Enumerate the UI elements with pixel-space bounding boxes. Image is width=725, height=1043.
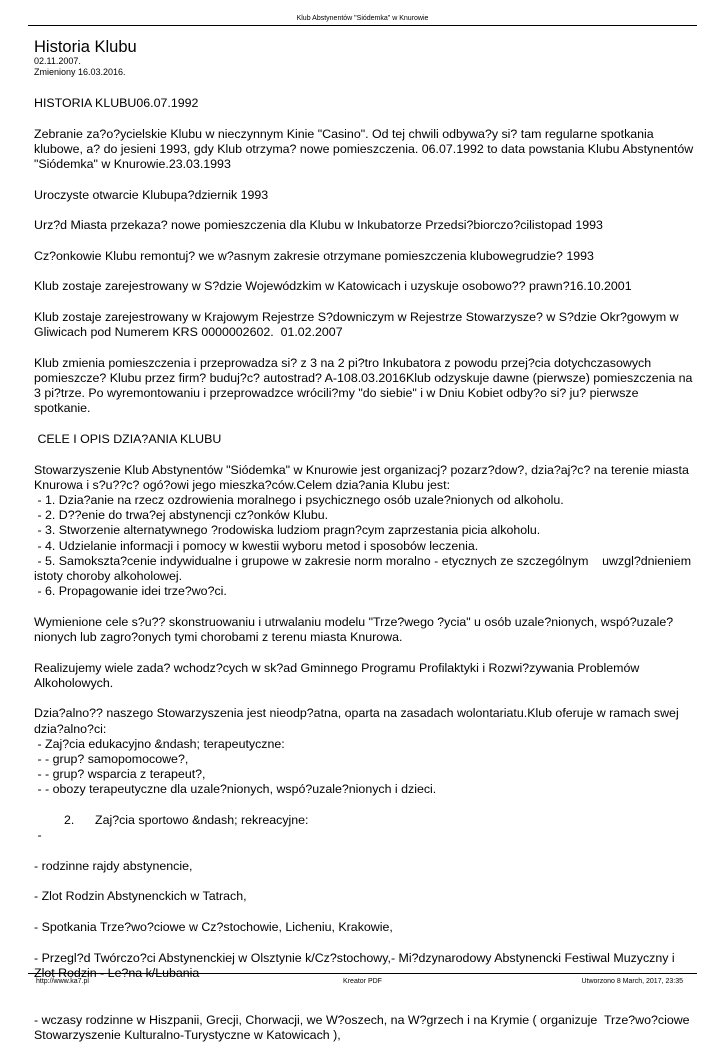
goal-item: - 1. Dzia?anie na rzecz ozdrowienia moralnego i psychicznego osób uzale?nionych od alkoholu. <box>34 492 564 507</box>
history-paragraph: Uroczyste otwarcie Klubupa?dziernik 1993 <box>34 187 269 202</box>
history-paragraph: Klub zmienia pomieszczenia i przeprowadza si? z 3 na 2 pi?tro Inkubatora z powodu przej?cia dotychczasowych pomieszcze? Klubu przez firm? buduj?c? autostrad? A-108.03.2016Klub odzyskuje dawne (pierwsze) pomieszczenia na 3 pi?trze. Po wyremontowaniu i przeprowadzce wrócili?my "do siebie" i w Dniu Kobiet odby?o si? ju? pierwsze spotkanie. <box>34 355 696 416</box>
goals-intro: Stowarzyszenie Klub Abstynentów "Siódemka" w Knurowie jest organizacj? pozarz?dow?, dzia?aj?c? na terenie miasta Knurowa i s?u??c? ogó?owi jego mieszka?ców.Celem dzia?ania Klubu jest: <box>34 462 693 492</box>
activity-item: - wczasy rodzinne w Hiszpanii, Grecji, Chorwacji, we W?oszech, na W?grzech i na Krymie ( organizuje Trze?wo?ciowe Stowarzyszenie Kulturalno-Turystyczne w Katowicach ), <box>34 1012 694 1043</box>
document-body <box>34 96 697 1043</box>
activity-item: - rodzinne rajdy abstynencie, <box>34 858 193 873</box>
page-title: Historia Klubu <box>34 38 137 56</box>
document-dates <box>34 56 126 78</box>
footer-created: Utworzono 8 March, 2017, 23:35 <box>581 978 683 985</box>
history-paragraph: Zebranie za?o?ycielskie Klubu w nieczynnym Kinie "Casino". Od tej chwili odbywa?y si? tam regularne spotkania klubowe, a? do jesieni 1993, gdy Klub otrzyma? nowe pomieszczenia. 06.07.1992 to data powstania Klubu Abstynentów "Siódemka" w Knurowie.23.03.1993 <box>34 126 697 171</box>
offers-section <box>34 706 694 797</box>
dash-line: - <box>34 828 42 843</box>
item-text: Zaj?cia sportowo &ndash; rekreacyjne: <box>95 812 309 827</box>
activity-item: - Przegl?d Twórczo?ci Abstynenckiej w Olsztynie k/Cz?stochowy,- Mi?dzynarodowy Abstynencki Festiwal Muzyczny i Zlot Rodzin - Le?na k/Lubania <box>34 950 679 980</box>
goal-item: - 4. Udzielanie informacji i pomocy w kwestii wyboru metod i sposobów leczenia. <box>34 538 479 553</box>
sports-section <box>34 813 694 843</box>
history-paragraph: Urz?d Miasta przekaza? nowe pomieszczenia dla Klubu w Inkubatorze Przedsi?biorczo?cilistopad 1993 <box>34 218 603 233</box>
goal-item: - 6. Propagowanie idei trze?wo?ci. <box>34 584 227 599</box>
goal-item: - 3. Stworzenie alternatywnego ?rodowiska ludziom pragn?cym zaprzestania picia alkoholu. <box>34 523 541 538</box>
offer-item: - - grup? wsparcia z terapeut?, <box>34 767 206 782</box>
activity-item: - Zlot Rodzin Abstynenckich w Tatrach, <box>34 889 247 904</box>
offer-item: - - obozy terapeutyczne dla uzale?nionych, wspó?uzale?nionych i dzieci. <box>34 782 437 797</box>
history-paragraph: Cz?onkowie Klubu remontuj? we w?asnym zakresie otrzymane pomieszczenia klubowegrudzie? 1993 <box>34 248 594 263</box>
offer-item: - - grup? samopomocowe?, <box>34 751 189 766</box>
modified-date: Zmieniony 16.03.2016. <box>34 67 126 77</box>
created-date: 02.11.2007. <box>34 56 81 66</box>
offers-intro: Dzia?alno?? naszego Stowarzyszenia jest nieodp?atna, oparta na zasadach wolontariatu.Klub oferuje w ramach swej dzia?alno?ci: <box>34 706 683 736</box>
body-paragraph: Wymienione cele s?u?? skonstruowaniu i utrwalaniu modelu "Trze?wego ?ycia" u osób uzale?nionych, wspó?uzale?nionych lub zagro?onych tymi chorobami z terenu miasta Knurowa. <box>34 614 674 644</box>
offer-item: - Zaj?cia edukacyjno &ndash; terapeutyczne: <box>34 736 285 751</box>
goal-item: - 5. Samokszta?cenie indywidualne i grupowe w zakresie norm moralno - etycznych ze szczególnym uwzgl?dnieniem istoty choroby alkoholowej. <box>34 553 695 583</box>
item-number: 2. <box>64 812 75 827</box>
history-heading: HISTORIA KLUBU06.07.1992 <box>34 96 199 110</box>
body-paragraph: Realizujemy wiele zada? wchodz?cych w sk?ad Gminnego Programu Profilaktyki i Rozwi?zywania Problemów Alkoholowych. <box>34 660 643 690</box>
goal-item: - 2. D??enie do trwa?ej abstynencji cz?onków Klubu. <box>34 508 329 523</box>
numbered-item <box>34 813 694 828</box>
history-paragraph: Klub zostaje zarejestrowany w Krajowym Rejestrze S?downiczym w Rejestrze Stowarzysze? w S?dzie Okr?gowym w Gliwicach pod Numerem KRS 0000002602. 01.02.2007 <box>34 309 682 340</box>
footer-generator: Kreator PDF <box>343 978 382 985</box>
footer-url: http://www.ka7.pl <box>36 978 89 985</box>
history-paragraph: Klub zostaje zarejestrowany w S?dzie Wojewódzkim w Katowicach i uzyskuje osobowo?? prawn?16.10.2001 <box>34 279 632 294</box>
page-header <box>28 14 697 26</box>
header-title: Klub Abstynentów "Siódemka" w Knurowie <box>296 15 429 22</box>
page-footer <box>28 973 697 987</box>
goals-heading: CELE I OPIS DZIA?ANIA KLUBU <box>34 431 222 446</box>
goals-section <box>34 463 694 600</box>
activity-item: - Spotkania Trze?wo?ciowe w Cz?stochowie, Licheniu, Krakowie, <box>34 919 393 934</box>
